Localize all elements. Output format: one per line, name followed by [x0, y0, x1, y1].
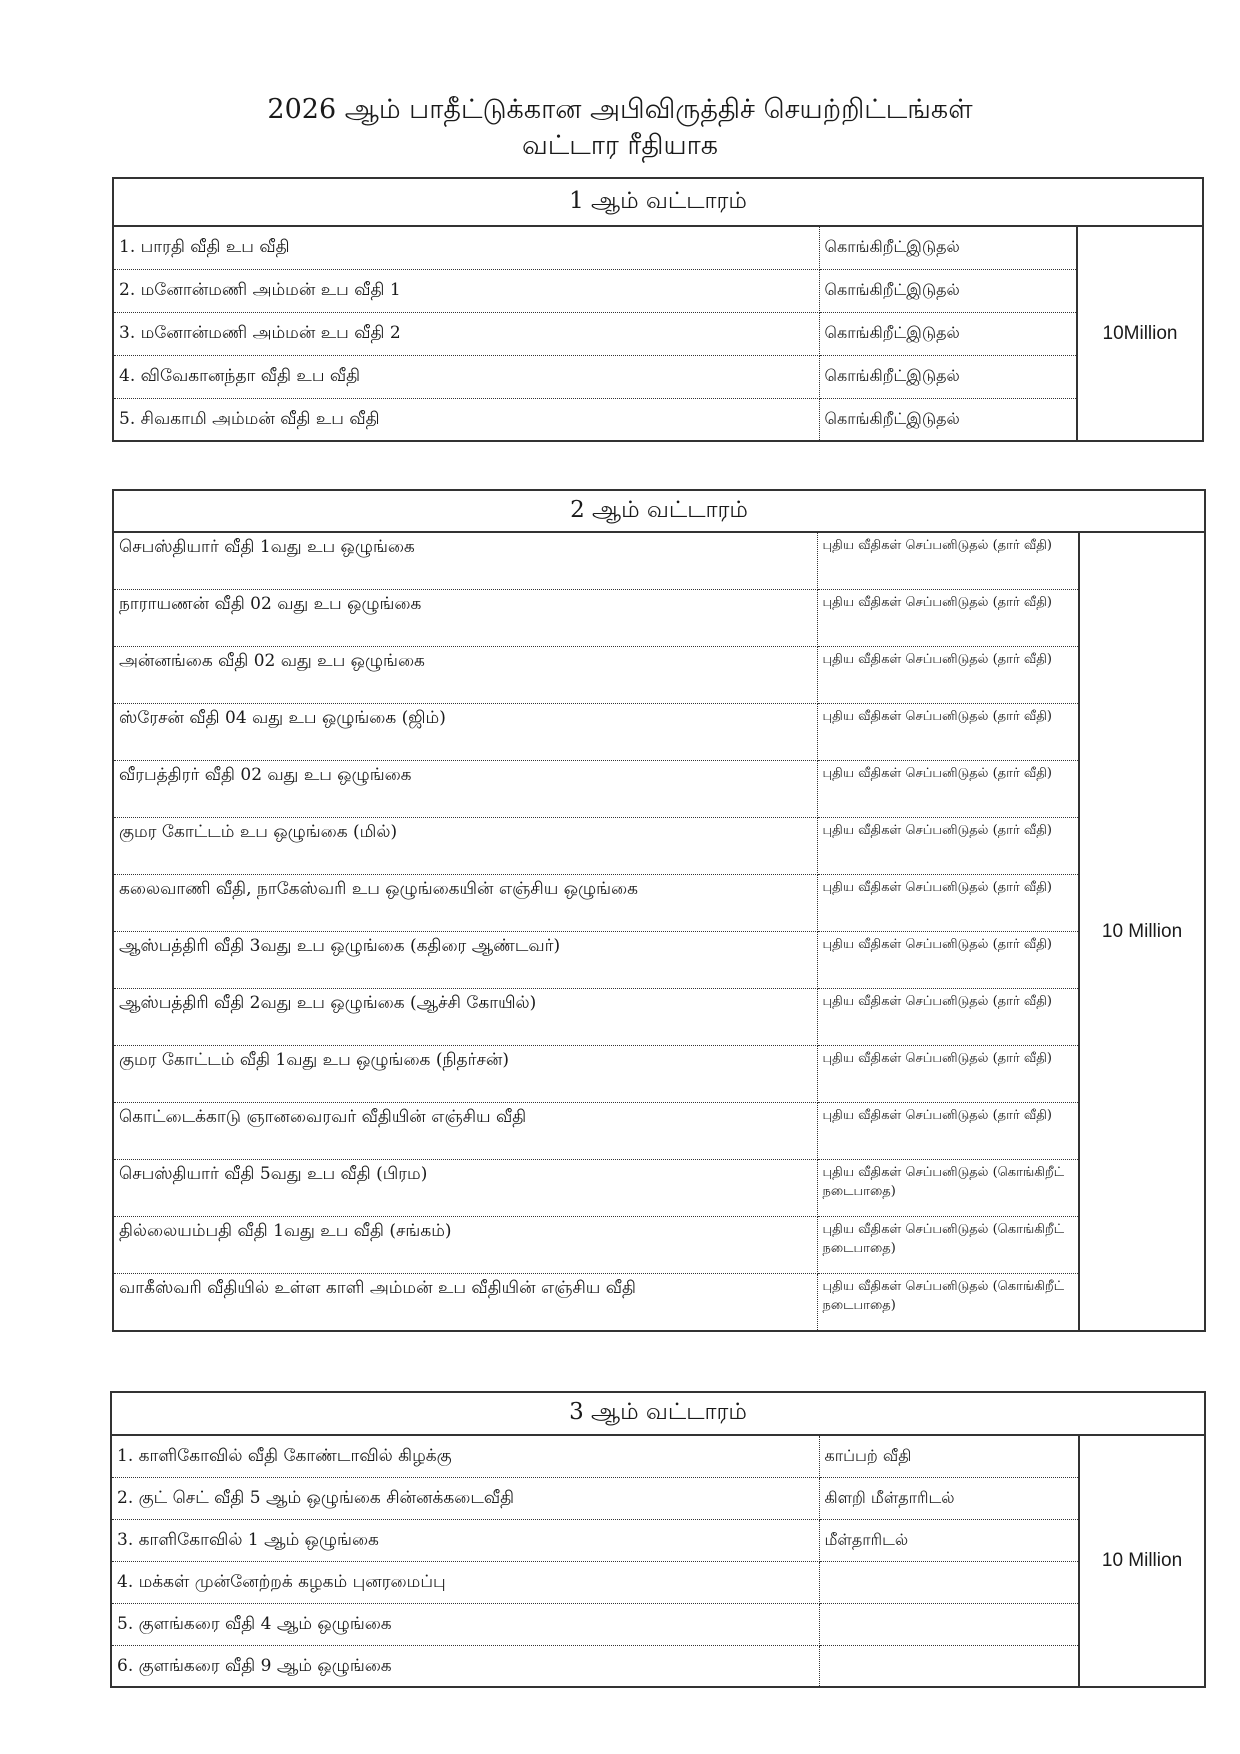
ward-1-heading: 1 ஆம் வட்டாரம்: [113, 178, 1203, 226]
work-type: புதிய வீதிகள் செப்பனிடுதல் (தார் வீதி): [817, 646, 1079, 703]
page-subtitle: வட்டார ரீதியாக: [521, 130, 719, 161]
table-row: [113, 355, 1203, 398]
road-name: ஆஸ்பத்திரி வீதி 2வது உப ஒழுங்கை (ஆச்சி கோயில்): [113, 988, 817, 1045]
ward-2-heading: 2 ஆம் வட்டாரம்: [113, 490, 1205, 532]
table-row: [111, 1477, 1205, 1519]
table-row: [113, 269, 1203, 312]
road-name: ஆஸ்பத்திரி வீதி 3வது உப ஒழுங்கை (கதிரை ஆண்டவர்): [113, 931, 817, 988]
ward-3-allocation: 10 Million: [1079, 1435, 1205, 1687]
work-type: புதிய வீதிகள் செப்பனிடுதல் (தார் வீதி): [817, 1045, 1079, 1102]
work-type: புதிய வீதிகள் செப்பனிடுதல் (கொங்கிறீட் நடைபாதை): [817, 1216, 1079, 1273]
road-name: 6. குளங்கரை வீதி 9 ஆம் ஒழுங்கை: [111, 1645, 819, 1687]
road-name: 5. சிவகாமி அம்மன் வீதி உப வீதி: [113, 398, 819, 441]
table-row: [111, 1561, 1205, 1603]
table-row: [113, 398, 1203, 441]
ward-2-table: [112, 489, 1206, 1332]
work-type: புதிய வீதிகள் செப்பனிடுதல் (தார் வீதி): [817, 589, 1079, 646]
road-name: கொட்டைக்காடு ஞானவைரவர் வீதியின் எஞ்சிய வீதி: [113, 1102, 817, 1159]
road-name: 4. விவேகானந்தா வீதி உப வீதி: [113, 355, 819, 398]
table-row: [113, 874, 1205, 931]
road-name: தில்லையம்பதி வீதி 1வது உப வீதி (சங்கம்): [113, 1216, 817, 1273]
ward-3-table: [110, 1391, 1206, 1688]
road-name: 2. மனோன்மணி அம்மன் உப வீதி 1: [113, 269, 819, 312]
work-type: புதிய வீதிகள் செப்பனிடுதல் (தார் வீதி): [817, 703, 1079, 760]
road-name: 4. மக்கள் முன்னேற்றக் கழகம் புனரமைப்பு: [111, 1561, 819, 1603]
table-row: [113, 1045, 1205, 1102]
table-row: [113, 1216, 1205, 1273]
table-row: [111, 1603, 1205, 1645]
table-row: [113, 931, 1205, 988]
work-type: புதிய வீதிகள் செப்பனிடுதல் (தார் வீதி): [817, 988, 1079, 1045]
table-row: [113, 1159, 1205, 1216]
table-row: [113, 646, 1205, 703]
work-type: மீள்தாரிடல்: [819, 1519, 1079, 1561]
table-row: [113, 817, 1205, 874]
work-type: கிளறி மீள்தாரிடல்: [819, 1477, 1079, 1519]
road-name: குமர கோட்டம் வீதி 1வது உப ஒழுங்கை (நிதர்சன்): [113, 1045, 817, 1102]
road-name: அன்னங்கை வீதி 02 வது உப ஒழுங்கை: [113, 646, 817, 703]
work-type: கொங்கிறீட்இடுதல்: [819, 226, 1077, 269]
work-type: [819, 1561, 1079, 1603]
work-type: கொங்கிறீட்இடுதல்: [819, 398, 1077, 441]
table-row: [113, 589, 1205, 646]
work-type: புதிய வீதிகள் செப்பனிடுதல் (தார் வீதி): [817, 931, 1079, 988]
road-name: செபஸ்தியார் வீதி 1வது உப ஒழுங்கை: [113, 532, 817, 589]
work-type: புதிய வீதிகள் செப்பனிடுதல் (தார் வீதி): [817, 1102, 1079, 1159]
table-row: [111, 1519, 1205, 1561]
road-name: செபஸ்தியார் வீதி 5வது உப வீதி (பிரம): [113, 1159, 817, 1216]
ward-1-table: [112, 177, 1204, 442]
table-row: [113, 1273, 1205, 1331]
road-name: 5. குளங்கரை வீதி 4 ஆம் ஒழுங்கை: [111, 1603, 819, 1645]
work-type: புதிய வீதிகள் செப்பனிடுதல் (கொங்கிறீட் நடைபாதை): [817, 1273, 1079, 1331]
table-row: [111, 1435, 1205, 1477]
work-type: கொங்கிறீட்இடுதல்: [819, 312, 1077, 355]
work-type: புதிய வீதிகள் செப்பனிடுதல் (தார் வீதி): [817, 817, 1079, 874]
road-name: 3. காளிகோவில் 1 ஆம் ஒழுங்கை: [111, 1519, 819, 1561]
table-row: [111, 1645, 1205, 1687]
work-type: புதிய வீதிகள் செப்பனிடுதல் (தார் வீதி): [817, 760, 1079, 817]
work-type: காப்பற் வீதி: [819, 1435, 1079, 1477]
table-row: [113, 532, 1205, 589]
road-name: ஸ்ரேசன் வீதி 04 வது உப ஒழுங்கை (ஜிம்): [113, 703, 817, 760]
road-name: வீரபத்திரர் வீதி 02 வது உப ஒழுங்கை: [113, 760, 817, 817]
table-row: [113, 988, 1205, 1045]
work-type: [819, 1603, 1079, 1645]
page-title: 2026 ஆம் பாதீட்டுக்கான அபிவிருத்திச் செயற்றிட்டங்கள்: [267, 94, 973, 125]
ward-1-allocation: 10Million: [1077, 226, 1203, 441]
work-type: கொங்கிறீட்இடுதல்: [819, 355, 1077, 398]
road-name: 2. குட் செட் வீதி 5 ஆம் ஒழுங்கை சின்னக்கடைவீதி: [111, 1477, 819, 1519]
work-type: கொங்கிறீட்இடுதல்: [819, 269, 1077, 312]
table-row: [113, 760, 1205, 817]
road-name: 3. மனோன்மணி அம்மன் உப வீதி 2: [113, 312, 819, 355]
table-row: [113, 226, 1203, 269]
ward-2-allocation: 10 Million: [1079, 532, 1205, 1331]
road-name: நாராயணன் வீதி 02 வது உப ஒழுங்கை: [113, 589, 817, 646]
road-name: 1. பாரதி வீதி உப வீதி: [113, 226, 819, 269]
road-name: குமர கோட்டம் உப ஒழுங்கை (மில்): [113, 817, 817, 874]
table-row: [113, 312, 1203, 355]
ward-3-heading: 3 ஆம் வட்டாரம்: [111, 1392, 1205, 1435]
work-type: புதிய வீதிகள் செப்பனிடுதல் (தார் வீதி): [817, 874, 1079, 931]
work-type: [819, 1645, 1079, 1687]
work-type: புதிய வீதிகள் செப்பனிடுதல் (கொங்கிறீட் நடைபாதை): [817, 1159, 1079, 1216]
work-type: புதிய வீதிகள் செப்பனிடுதல் (தார் வீதி): [817, 532, 1079, 589]
table-row: [113, 703, 1205, 760]
road-name: 1. காளிகோவில் வீதி கோண்டாவில் கிழக்கு: [111, 1435, 819, 1477]
table-row: [113, 1102, 1205, 1159]
road-name: கலைவாணி வீதி, நாகேஸ்வரி உப ஒழுங்கையின் எஞ்சிய ஒழுங்கை: [113, 874, 817, 931]
road-name: வாகீஸ்வரி வீதியில் உள்ள காளி அம்மன் உப வீதியின் எஞ்சிய வீதி: [113, 1273, 817, 1331]
